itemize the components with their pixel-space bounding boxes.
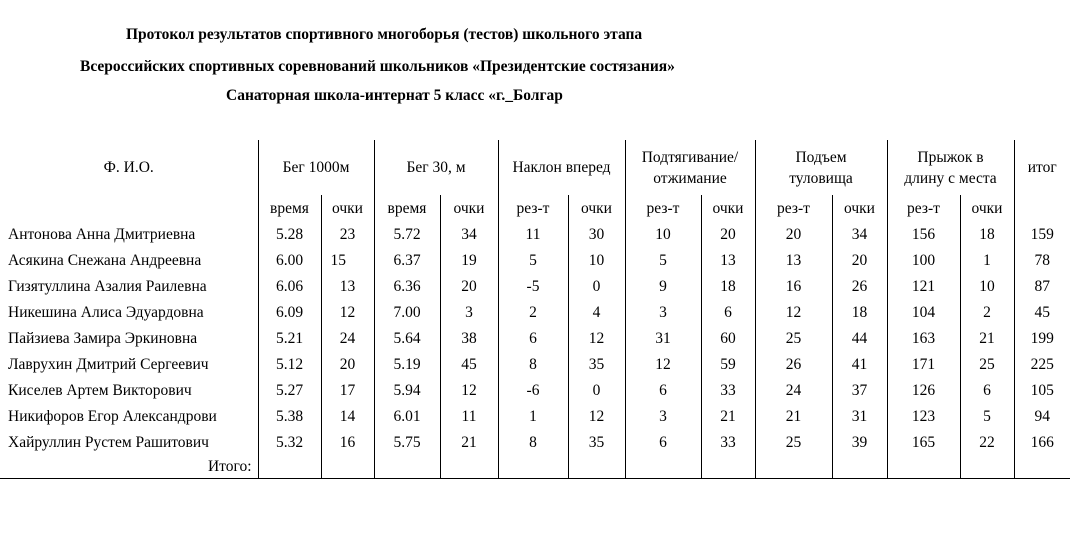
result-bend-cell: 1 bbox=[498, 404, 568, 430]
result-jump-cell: 163 bbox=[887, 326, 960, 352]
points-1000-cell: 14 bbox=[321, 404, 374, 430]
header-pullup bbox=[625, 140, 755, 195]
total-score-cell: 159 bbox=[1014, 222, 1070, 248]
time-30-cell: 5.72 bbox=[374, 222, 440, 248]
total-score-cell: 87 bbox=[1014, 274, 1070, 300]
total-score-cell: 45 bbox=[1014, 300, 1070, 326]
time-1000-cell: 6.09 bbox=[258, 300, 321, 326]
protocol-title-line-3: Санаторная школа-интернат 5 класс «г._Болгар bbox=[226, 87, 563, 104]
result-situp-cell: 26 bbox=[755, 352, 832, 378]
points-30-cell: 3 bbox=[440, 300, 498, 326]
total-cell bbox=[374, 456, 440, 479]
result-pullup-cell: 12 bbox=[625, 352, 701, 378]
points-30-cell: 21 bbox=[440, 430, 498, 456]
points-30-cell: 12 bbox=[440, 378, 498, 404]
points-bend-cell: 0 bbox=[568, 378, 625, 404]
points-bend-cell: 35 bbox=[568, 430, 625, 456]
subheader-time-1000: время bbox=[258, 195, 321, 222]
result-bend-cell: 8 bbox=[498, 430, 568, 456]
time-1000-cell: 5.27 bbox=[258, 378, 321, 404]
points-30-cell: 38 bbox=[440, 326, 498, 352]
subheader-total-empty bbox=[1014, 195, 1070, 222]
result-bend-cell: 11 bbox=[498, 222, 568, 248]
subheader-empty bbox=[0, 195, 258, 222]
athlete-name-cell: Никифоров Егор Александрови bbox=[8, 408, 217, 425]
time-30-cell: 5.64 bbox=[374, 326, 440, 352]
total-score-cell: 199 bbox=[1014, 326, 1070, 352]
total-cell bbox=[258, 456, 321, 479]
table-row bbox=[0, 352, 1070, 378]
result-pullup-cell: 31 bbox=[625, 326, 701, 352]
result-situp-cell: 25 bbox=[755, 326, 832, 352]
result-situp-cell: 12 bbox=[755, 300, 832, 326]
result-bend-cell: 2 bbox=[498, 300, 568, 326]
result-bend-cell: -6 bbox=[498, 378, 568, 404]
result-pullup-cell: 6 bbox=[625, 378, 701, 404]
result-jump-cell: 171 bbox=[887, 352, 960, 378]
points-jump-cell: 2 bbox=[960, 300, 1014, 326]
protocol-title-line-2: Всероссийских спортивных соревнований школьников «Президентские состязания» bbox=[80, 58, 675, 75]
time-1000-cell: 5.21 bbox=[258, 326, 321, 352]
points-bend-cell: 4 bbox=[568, 300, 625, 326]
subheader-result-bend: рез-т bbox=[498, 195, 568, 222]
points-jump-cell: 6 bbox=[960, 378, 1014, 404]
time-1000-cell: 5.38 bbox=[258, 404, 321, 430]
result-jump-cell: 100 bbox=[887, 248, 960, 274]
header-long-jump-line-1: Прыжок в bbox=[917, 148, 984, 166]
table-row bbox=[0, 378, 1070, 404]
points-situp-cell: 31 bbox=[832, 404, 887, 430]
points-bend-cell: 0 bbox=[568, 274, 625, 300]
result-jump-cell: 104 bbox=[887, 300, 960, 326]
result-pullup-cell: 6 bbox=[625, 430, 701, 456]
points-pullup-cell: 6 bbox=[701, 300, 755, 326]
points-1000-cell: 16 bbox=[321, 430, 374, 456]
result-jump-cell: 121 bbox=[887, 274, 960, 300]
subheader-result-pullup: рез-т bbox=[625, 195, 701, 222]
points-pullup-cell: 18 bbox=[701, 274, 755, 300]
points-30-cell: 20 bbox=[440, 274, 498, 300]
points-jump-cell: 25 bbox=[960, 352, 1014, 378]
athlete-name-cell: Пайзиева Замира Эркиновна bbox=[8, 330, 198, 347]
table-row bbox=[0, 300, 1070, 326]
time-1000-cell: 5.12 bbox=[258, 352, 321, 378]
points-jump-cell: 10 bbox=[960, 274, 1014, 300]
results-table bbox=[0, 140, 1070, 479]
table-row bbox=[0, 222, 1070, 248]
points-30-cell: 19 bbox=[440, 248, 498, 274]
total-score-cell: 94 bbox=[1014, 404, 1070, 430]
result-situp-cell: 13 bbox=[755, 248, 832, 274]
subheader-result-situp: рез-т bbox=[755, 195, 832, 222]
points-1000-cell: 13 bbox=[321, 274, 374, 300]
header-pullup-line-2: отжимание bbox=[653, 169, 727, 187]
points-bend-cell: 35 bbox=[568, 352, 625, 378]
header-long-jump bbox=[887, 140, 1014, 195]
header-total: итог bbox=[1014, 140, 1070, 195]
protocol-title-line-1: Протокол результатов спортивного многоборья (тестов) школьного этапа bbox=[126, 26, 643, 43]
points-pullup-cell: 21 bbox=[701, 404, 755, 430]
result-pullup-cell: 5 bbox=[625, 248, 701, 274]
points-pullup-cell: 59 bbox=[701, 352, 755, 378]
points-jump-cell: 21 bbox=[960, 326, 1014, 352]
result-pullup-cell: 3 bbox=[625, 300, 701, 326]
total-cell bbox=[568, 456, 625, 479]
time-1000-cell: 5.28 bbox=[258, 222, 321, 248]
result-jump-cell: 156 bbox=[887, 222, 960, 248]
subheader-time-30: время bbox=[374, 195, 440, 222]
points-pullup-cell: 33 bbox=[701, 378, 755, 404]
points-situp-cell: 41 bbox=[832, 352, 887, 378]
subheader-points-30: очки bbox=[440, 195, 498, 222]
result-situp-cell: 25 bbox=[755, 430, 832, 456]
athlete-name-cell: Гизятуллина Азалия Раилевна bbox=[8, 278, 207, 295]
subheader-points-pullup: очки bbox=[701, 195, 755, 222]
result-jump-cell: 165 bbox=[887, 430, 960, 456]
time-30-cell: 6.37 bbox=[374, 248, 440, 274]
time-30-cell: 6.36 bbox=[374, 274, 440, 300]
total-cell bbox=[887, 456, 960, 479]
athlete-name-cell: Никешина Алиса Эдуардовна bbox=[8, 304, 204, 321]
result-situp-cell: 21 bbox=[755, 404, 832, 430]
header-long-jump-line-2: длину с места bbox=[904, 169, 997, 187]
points-bend-cell: 12 bbox=[568, 326, 625, 352]
subheader-result-jump: рез-т bbox=[887, 195, 960, 222]
result-bend-cell: 5 bbox=[498, 248, 568, 274]
points-jump-cell: 18 bbox=[960, 222, 1014, 248]
points-situp-cell: 26 bbox=[832, 274, 887, 300]
points-situp-cell: 18 bbox=[832, 300, 887, 326]
subheader-points-1000: очки bbox=[321, 195, 374, 222]
total-row bbox=[0, 456, 1070, 479]
header-situp-line-1: Подъем bbox=[795, 148, 847, 166]
points-situp-cell: 34 bbox=[832, 222, 887, 248]
header-row bbox=[0, 140, 1070, 195]
subheader-points-jump: очки bbox=[960, 195, 1014, 222]
points-pullup-cell: 13 bbox=[701, 248, 755, 274]
points-1000-cell: 17 bbox=[321, 378, 374, 404]
table-row bbox=[0, 404, 1070, 430]
points-jump-cell: 5 bbox=[960, 404, 1014, 430]
table-row bbox=[0, 430, 1070, 456]
total-cell bbox=[832, 456, 887, 479]
header-run-1000: Бег 1000м bbox=[258, 140, 374, 195]
athlete-name-cell: Хайруллин Рустем Рашитович bbox=[8, 434, 209, 451]
points-pullup-cell: 33 bbox=[701, 430, 755, 456]
total-cell bbox=[498, 456, 568, 479]
total-cell bbox=[960, 456, 1014, 479]
points-situp-cell: 39 bbox=[832, 430, 887, 456]
time-30-cell: 6.01 bbox=[374, 404, 440, 430]
points-pullup-cell: 60 bbox=[701, 326, 755, 352]
header-situp bbox=[755, 140, 887, 195]
time-30-cell: 7.00 bbox=[374, 300, 440, 326]
points-situp-cell: 44 bbox=[832, 326, 887, 352]
points-30-cell: 11 bbox=[440, 404, 498, 430]
header-situp-line-2: туловища bbox=[789, 169, 853, 187]
total-cell bbox=[440, 456, 498, 479]
total-cell bbox=[321, 456, 374, 479]
points-bend-cell: 10 bbox=[568, 248, 625, 274]
points-pullup-cell: 20 bbox=[701, 222, 755, 248]
header-bend-forward: Наклон вперед bbox=[498, 140, 625, 195]
table-row bbox=[0, 248, 1070, 274]
points-1000-cell: 24 bbox=[321, 326, 374, 352]
result-jump-cell: 126 bbox=[887, 378, 960, 404]
time-30-cell: 5.75 bbox=[374, 430, 440, 456]
athlete-name-cell: Лаврухин Дмитрий Сергеевич bbox=[8, 356, 209, 373]
subheader-row bbox=[0, 195, 1070, 222]
points-1000-cell: 12 bbox=[321, 300, 374, 326]
result-situp-cell: 24 bbox=[755, 378, 832, 404]
total-label: Итого: bbox=[0, 456, 258, 479]
result-situp-cell: 20 bbox=[755, 222, 832, 248]
points-situp-cell: 37 bbox=[832, 378, 887, 404]
points-bend-cell: 12 bbox=[568, 404, 625, 430]
result-pullup-cell: 3 bbox=[625, 404, 701, 430]
time-1000-cell: 5.32 bbox=[258, 430, 321, 456]
points-30-cell: 34 bbox=[440, 222, 498, 248]
points-1000-cell: 23 bbox=[321, 222, 374, 248]
header-name: Ф. И.О. bbox=[103, 159, 154, 176]
time-30-cell: 5.94 bbox=[374, 378, 440, 404]
athlete-name-cell: Антонова Анна Дмитриевна bbox=[8, 226, 196, 243]
result-bend-cell: 6 bbox=[498, 326, 568, 352]
total-score-cell: 225 bbox=[1014, 352, 1070, 378]
total-score-cell: 78 bbox=[1014, 248, 1070, 274]
result-bend-cell: -5 bbox=[498, 274, 568, 300]
total-cell bbox=[625, 456, 701, 479]
points-1000-cell: 15 bbox=[321, 248, 374, 274]
athlete-name-cell: Асякина Снежана Андреевна bbox=[8, 252, 202, 269]
total-cell bbox=[755, 456, 832, 479]
subheader-points-situp: очки bbox=[832, 195, 887, 222]
total-cell bbox=[701, 456, 755, 479]
result-pullup-cell: 9 bbox=[625, 274, 701, 300]
time-30-cell: 5.19 bbox=[374, 352, 440, 378]
points-30-cell: 45 bbox=[440, 352, 498, 378]
result-pullup-cell: 10 bbox=[625, 222, 701, 248]
points-situp-cell: 20 bbox=[832, 248, 887, 274]
points-bend-cell: 30 bbox=[568, 222, 625, 248]
header-run-30: Бег 30, м bbox=[374, 140, 498, 195]
total-score-cell: 105 bbox=[1014, 378, 1070, 404]
points-jump-cell: 22 bbox=[960, 430, 1014, 456]
subheader-points-bend: очки bbox=[568, 195, 625, 222]
time-1000-cell: 6.06 bbox=[258, 274, 321, 300]
table-row bbox=[0, 326, 1070, 352]
time-1000-cell: 6.00 bbox=[258, 248, 321, 274]
result-jump-cell: 123 bbox=[887, 404, 960, 430]
total-score-cell: 166 bbox=[1014, 430, 1070, 456]
table-row bbox=[0, 274, 1070, 300]
athlete-name-cell: Киселев Артем Викторович bbox=[8, 382, 192, 399]
result-situp-cell: 16 bbox=[755, 274, 832, 300]
points-1000-cell: 20 bbox=[321, 352, 374, 378]
result-bend-cell: 8 bbox=[498, 352, 568, 378]
header-pullup-line-1: Подтягивание/ bbox=[641, 148, 739, 166]
points-jump-cell: 1 bbox=[960, 248, 1014, 274]
total-cell bbox=[1014, 456, 1070, 479]
